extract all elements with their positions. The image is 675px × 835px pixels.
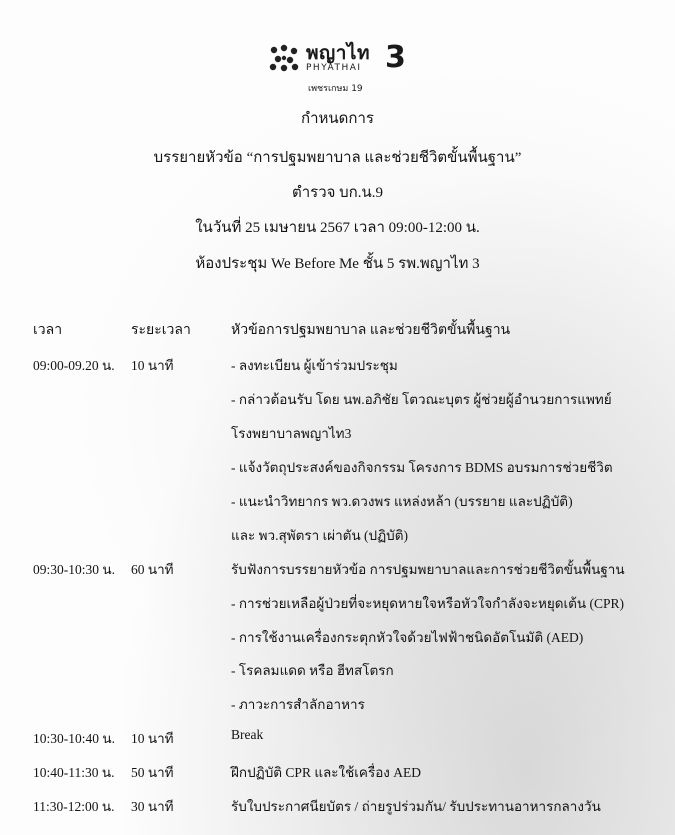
row-duration: 60 นาที xyxy=(131,562,174,577)
schedule-row xyxy=(0,524,675,550)
row-duration: 50 นาที xyxy=(131,765,174,780)
row-time: 09:30-10:30 น. xyxy=(33,562,115,577)
row-topic: - แจ้งวัตถุประสงค์ของกิจกรรม โครงการ BDMS อบรมการช่วยชีวิต xyxy=(231,460,613,475)
row-time: 09:00-09.20 น. xyxy=(33,358,115,373)
schedule-row xyxy=(0,761,675,787)
row-duration: 10 นาที xyxy=(131,731,174,746)
logo-english-name: PHYATHAI xyxy=(306,63,362,73)
row-topic: รับฟังการบรรยายหัวข้อ การปฐมพยาบาลและการช่วยชีวิตขั้นพื้นฐาน xyxy=(231,562,625,577)
row-topic: - กล่าวต้อนรับ โดย นพ.อภิชัย โตวณะบุตร ผู้ช่วยผู้อำนวยการแพทย์ xyxy=(231,392,612,407)
schedule-row xyxy=(0,693,675,719)
schedule-row xyxy=(0,422,675,448)
row-topic: ฝึกปฏิบัติ CPR และใช้เครื่อง AED xyxy=(231,765,422,780)
schedule-row xyxy=(0,388,675,414)
event-venue: ห้องประชุม We Before Me ชั้น 5 รพ.พญาไท 3 xyxy=(195,256,480,272)
event-date-time: ในวันที่ 25 เมษายน 2567 เวลา 09:00-12:00 น. xyxy=(195,220,480,236)
row-topic: และ พว.สุพัตรา เผ่าตัน (ปฏิบัติ) xyxy=(231,528,409,543)
row-topic: - การใช้งานเครื่องกระตุกหัวใจด้วยไฟฟ้าชนิดอัตโนมัติ (AED) xyxy=(231,630,584,645)
row-topic: - แนะนำวิทยากร พว.ดวงพร แหล่งหล้า (บรรยาย และปฏิบัติ) xyxy=(231,494,573,509)
row-topic: รับใบประกาศนียบัตร / ถ่ายรูปร่วมกัน/ รับประทานอาหารกลางวัน xyxy=(231,799,601,814)
row-topic: Break xyxy=(231,727,264,742)
schedule-title: กำหนดการ xyxy=(301,111,374,127)
hospital-logo xyxy=(268,36,418,94)
schedule-row xyxy=(0,592,675,618)
row-duration: 10 นาที xyxy=(131,358,174,373)
column-header-duration: ระยะเวลา xyxy=(131,323,191,338)
schedule-row xyxy=(0,456,675,482)
row-time: 10:30-10:40 น. xyxy=(33,731,115,746)
phyathai-mark-icon xyxy=(268,44,300,72)
row-topic: โรงพยาบาลพญาไท3 xyxy=(231,426,352,441)
schedule-row xyxy=(0,795,675,821)
column-header-topic: หัวข้อการปฐมพยาบาล และช่วยชีวิตขั้นพื้นฐาน xyxy=(231,323,511,338)
row-duration: 30 นาที xyxy=(131,799,174,814)
row-time: 11:30-12:00 น. xyxy=(33,799,115,814)
logo-thai-name: พญาไท xyxy=(306,42,370,64)
schedule-row xyxy=(0,354,675,380)
schedule-row xyxy=(0,659,675,685)
row-topic: - ลงทะเบียน ผู้เข้าร่วมประชุม xyxy=(231,358,398,373)
schedule-header-row xyxy=(0,319,675,345)
column-header-time: เวลา xyxy=(33,323,63,338)
audience: ตำรวจ บก.น.9 xyxy=(291,185,384,201)
logo-number: 3 xyxy=(385,40,406,75)
schedule-row xyxy=(0,727,675,753)
lecture-topic: บรรยายหัวข้อ “การปฐมพยาบาล และช่วยชีวิตขั้นพื้นฐาน” xyxy=(153,150,522,166)
schedule-row xyxy=(0,558,675,584)
row-time: 10:40-11:30 น. xyxy=(33,765,115,780)
row-topic: - โรคลมแดด หรือ ฮีทสโตรก xyxy=(231,663,394,678)
row-topic: - การช่วยเหลือผู้ป่วยที่จะหยุดหายใจหรือหัวใจกำลังจะหยุดเต้น (CPR) xyxy=(231,596,625,611)
schedule-row xyxy=(0,490,675,516)
logo-branch: เพชรเกษม 19 xyxy=(308,84,363,94)
schedule-row xyxy=(0,626,675,652)
row-topic: - ภาวะการสำลักอาหาร xyxy=(231,697,365,712)
